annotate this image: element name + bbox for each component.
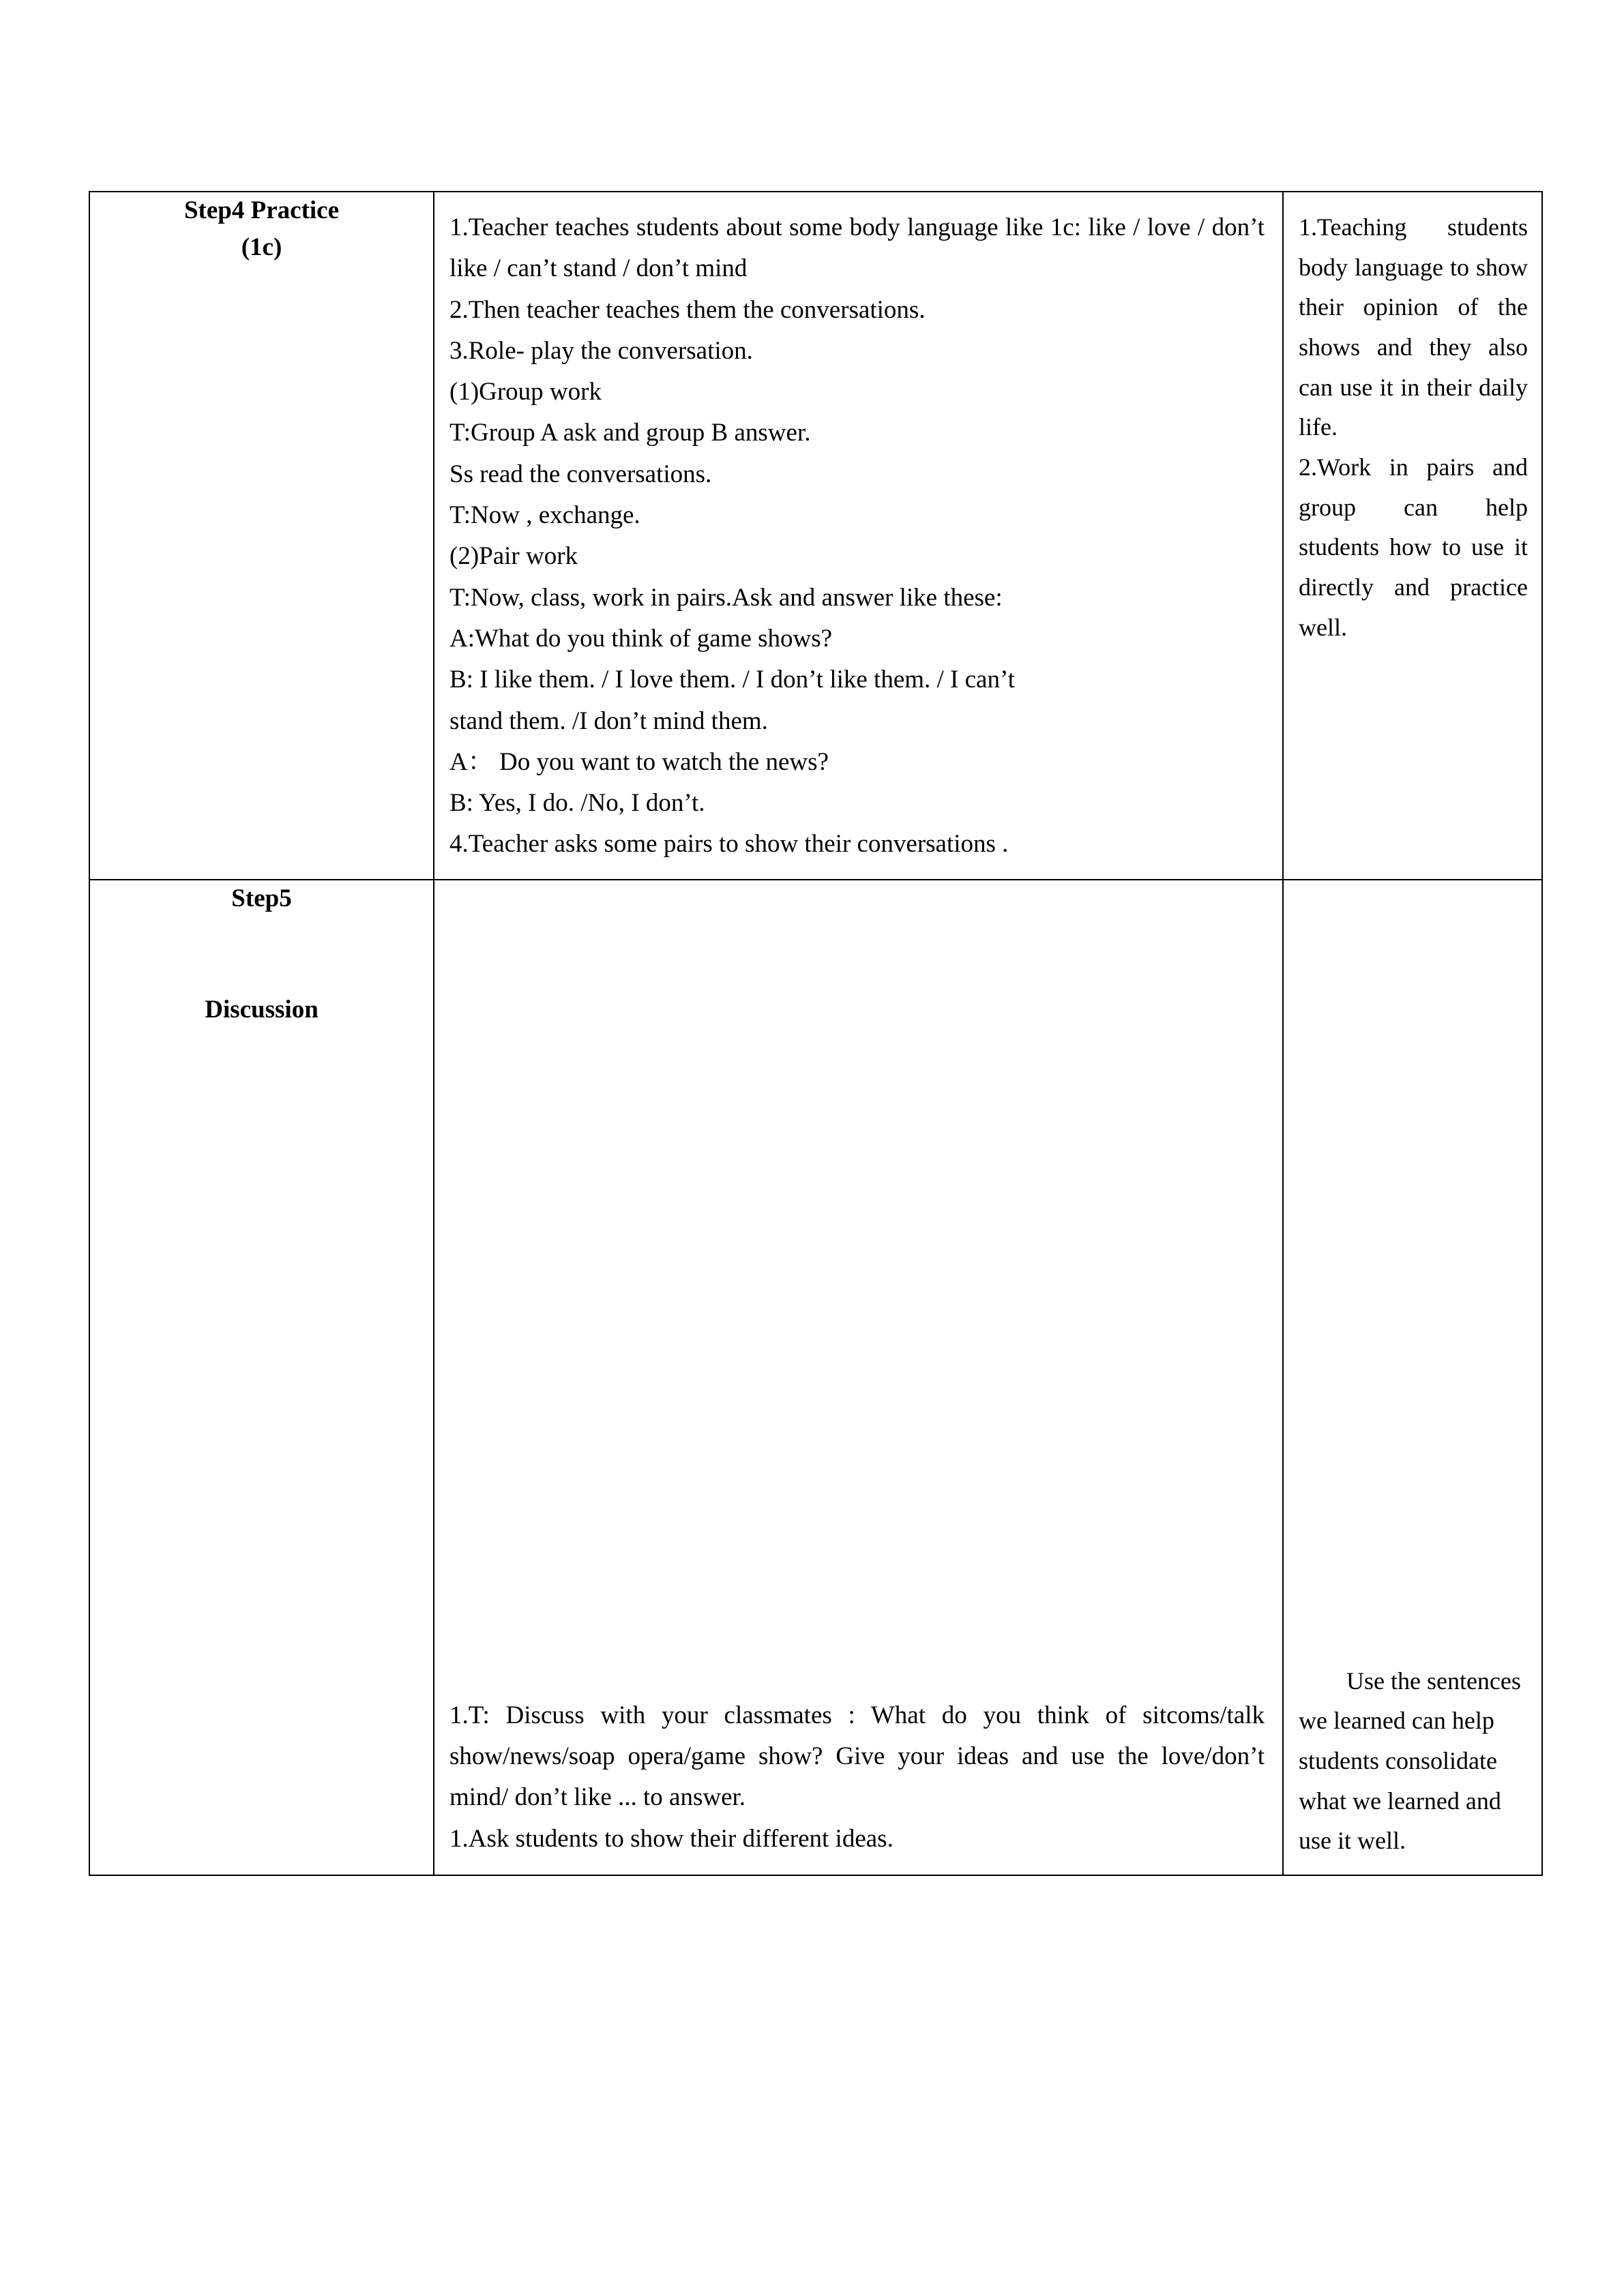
body-line: 1.Ask students to show their different ideas.	[449, 1824, 894, 1853]
step-cell-step5	[89, 880, 434, 1875]
step5-label-line1: Step5	[231, 884, 292, 912]
body-line: 4.Teacher asks some pairs to show their conversations .	[449, 830, 1009, 859]
body-line: B: Yes, I do. /No, I don’t.	[449, 789, 705, 818]
body-line: B: I like them. / I love them. / I don’t like them. / I can’t	[449, 666, 1015, 694]
note-line: 1.Teaching students body language to show their opinion of the shows and they also can use it in their daily life.	[1299, 213, 1528, 441]
body-line: T:Now , exchange.	[449, 501, 640, 530]
body-line: A:What do you think of game shows?	[449, 624, 833, 653]
body-line: 1.T: Discuss with your classmates : What do you think of sitcoms/talk show/news/soap opera/game show? Give your ideas and use the love/don’t mind/ don’t like ... to answer.	[449, 1701, 1265, 1812]
body-cell-step5	[434, 880, 1283, 1875]
body-line: 1.Teacher teaches students about some body language like 1c: like / love / don’t like / can’t stand / don’t mind	[449, 213, 1265, 283]
body-line: 2.Then teacher teaches them the conversations.	[449, 295, 926, 324]
body-line: 3.Role- play the conversation.	[449, 336, 753, 365]
body-line: T:Group A ask and group B answer.	[449, 419, 811, 447]
note-cell-step5	[1283, 880, 1542, 1875]
body-line: T:Now, class, work in pairs.Ask and answer like these:	[449, 583, 1003, 612]
body-line: (1)Group work	[449, 378, 602, 406]
note-line: Use the sentences we learned can help students consolidate what we learned and use it well.	[1299, 1667, 1521, 1855]
body-line: stand them. /I don’t mind them.	[449, 706, 768, 735]
body-cell-step4	[434, 192, 1283, 880]
note-line: 2.Work in pairs and group can help students how to use it directly and practice well.	[1299, 453, 1528, 641]
body-line: Ss read the conversations.	[449, 460, 712, 488]
body-line: (2)Pair work	[449, 542, 578, 571]
body-line: A： Do you want to watch the news?	[449, 747, 829, 776]
step4-label-line1: Step4 Practice	[183, 196, 340, 224]
step5-label-line2: Discussion	[205, 996, 319, 1024]
note-cell-step4	[1283, 192, 1542, 880]
step-cell-step4	[89, 192, 434, 880]
lesson-plan-table	[89, 191, 1543, 1876]
table-row	[89, 192, 1542, 880]
step4-label-line2: (1c)	[241, 233, 282, 261]
table-row	[89, 880, 1542, 1875]
